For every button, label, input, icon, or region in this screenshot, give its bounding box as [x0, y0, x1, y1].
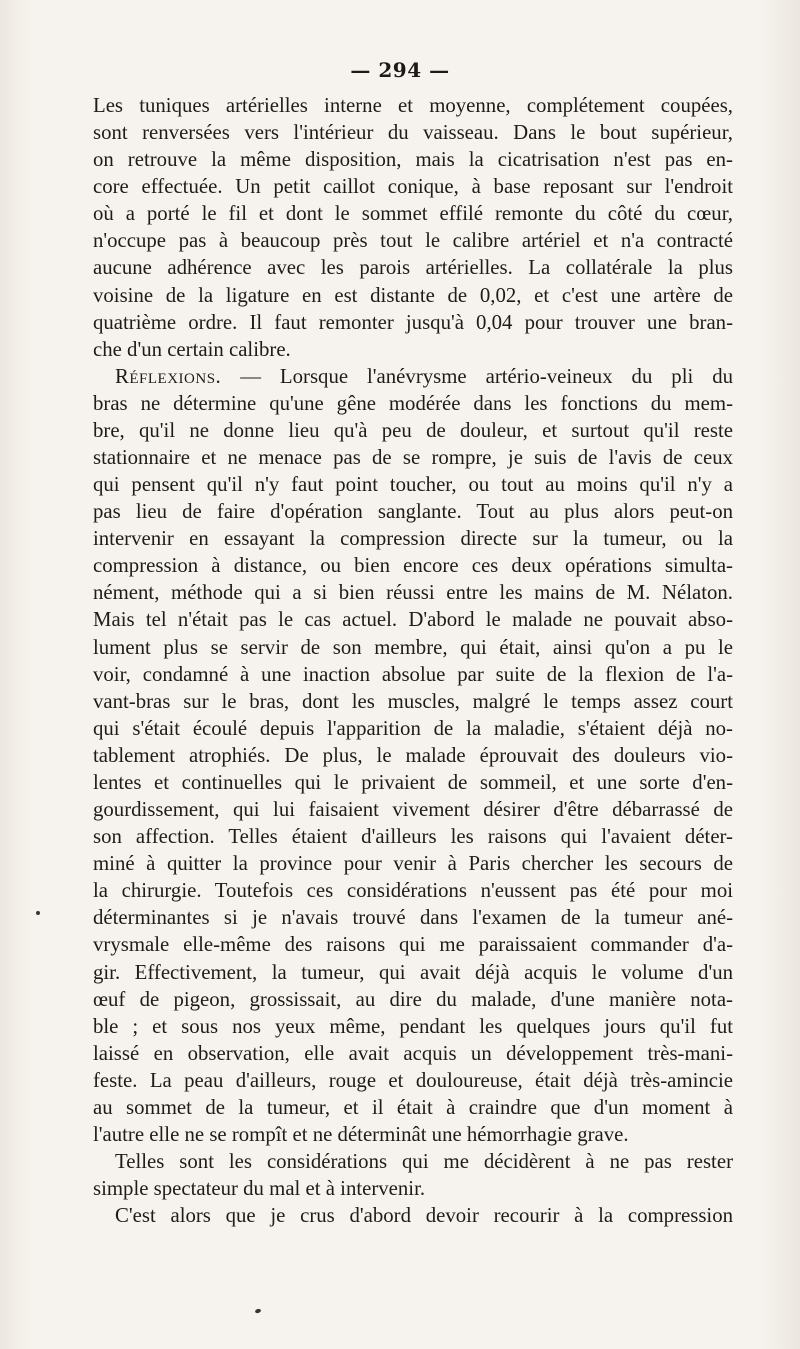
page-number: — 294 — [350, 58, 450, 82]
text-line: vant-bras sur le bras, dont les muscles, malgré le temps assez court [93, 689, 733, 713]
text-line: voir, condamné à une inaction absolue par suite de la flexion de l'a- [93, 662, 733, 686]
text-line: bre, qu'il ne donne lieu qu'à peu de douleur, et surtout qu'il reste [93, 418, 733, 442]
text-line: tablement atrophiés. De plus, le malade éprouvait des douleurs vio- [93, 743, 733, 767]
text-line: nément, méthode qui a si bien réussi entre les mains de M. Nélaton. [93, 581, 733, 605]
text-line: laissé en observation, elle avait acquis un développement très-mani- [93, 1041, 733, 1065]
paragraph-first-line [93, 363, 733, 390]
text-line: l'autre elle ne se rompît et ne déterminât une hémorrhagie grave. [93, 1122, 629, 1146]
paragraph-2 [93, 363, 733, 1148]
text-line: son affection. Telles étaient d'ailleurs les raisons qui l'avaient déter- [93, 825, 733, 849]
text-line: qui pensent qu'il n'y faut point toucher, ou tout au moins qu'il n'y a [93, 473, 733, 497]
text-line: miné à quitter la province pour venir à Paris chercher les secours de [93, 852, 733, 876]
section-heading: Réflexions. [115, 364, 222, 388]
text-line: che d'un certain calibre. [93, 337, 291, 361]
text-line: ble ; et sous nos yeux même, pendant les quelques jours qu'il fut [93, 1014, 733, 1038]
text-line: qui s'était écoulé depuis l'apparition de la maladie, s'étaient déjà no- [93, 716, 733, 740]
body-text [93, 92, 733, 1229]
text-line: lument plus se servir de son membre, qui était, ainsi qu'on a pu le [93, 635, 733, 659]
text-line: où a porté le fil et dont le sommet effilé remonte du côté du cœur, [93, 202, 733, 226]
text-line: Telles sont les considérations qui me décidèrent à ne pas rester [115, 1150, 733, 1174]
text-line: n'occupe pas à beaucoup près tout le calibre artériel et n'a contracté [93, 229, 733, 253]
paragraph-3 [93, 1148, 733, 1202]
paragraph-1 [93, 92, 733, 363]
text-line: déterminantes si je n'avais trouvé dans l'examen de la tumeur ané- [93, 906, 733, 930]
paragraph-4 [93, 1202, 733, 1229]
text-line: œuf de pigeon, grossissait, au dire du malade, d'une manière nota- [93, 987, 733, 1011]
text-line: stationnaire et ne menace pas de se rompre, je suis de l'avis de ceux [93, 446, 733, 470]
text-line: gourdissement, qui lui faisaient vivement désirer d'être débarrassé de [93, 798, 733, 822]
text-line: — Lorsque l'anévrysme artério-veineux du pli du [221, 364, 733, 388]
text-line: core effectuée. Un petit caillot conique, à base reposant sur l'endroit [93, 175, 733, 199]
text-line: feste. La peau d'ailleurs, rouge et douloureuse, était déjà très-amincie [93, 1068, 733, 1092]
text-line: au sommet de la tumeur, et il était à craindre que d'un moment à [93, 1095, 733, 1119]
text-line: gir. Effectivement, la tumeur, qui avait déjà acquis le volume d'un [93, 960, 733, 984]
text-line: on retrouve la même disposition, mais la cicatrisation n'est pas en- [93, 148, 733, 172]
text-line: C'est alors que je crus d'abord devoir recourir à la compression [115, 1204, 733, 1228]
text-line: vrysmale elle-même des raisons qui me paraissaient commander d'a- [93, 933, 733, 957]
text-line: simple spectateur du mal et à intervenir. [93, 1177, 426, 1201]
text-line: la chirurgie. Toutefois ces considérations n'eussent pas été pour moi [93, 879, 733, 903]
text-line: aucune adhérence avec les parois artérielles. La collatérale la plus [93, 256, 733, 280]
text-line: intervenir en essayant la compression directe sur la tumeur, ou la [93, 527, 733, 551]
text-line: lentes et continuelles qui le privaient de sommeil, et une sorte d'en- [93, 770, 733, 794]
text-line: sont renversées vers l'intérieur du vaisseau. Dans le bout supérieur, [93, 121, 733, 145]
text-line: bras ne détermine qu'une gêne modérée dans les fonctions du mem- [93, 391, 733, 415]
text-line: Les tuniques artérielles interne et moyenne, complétement coupées, [93, 94, 733, 117]
text-line: quatrième ordre. Il faut remonter jusqu'à 0,04 pour trouver une bran- [93, 310, 733, 334]
text-line: voisine de la ligature en est distante de 0,02, et c'est une artère de [93, 283, 733, 307]
text-line: compression à distance, ou bien encore ces deux opérations simulta- [93, 554, 733, 578]
text-line: pas lieu de faire d'opération sanglante. Tout au plus alors peut-on [93, 500, 733, 524]
text-line: Mais tel n'était pas le cas actuel. D'abord le malade ne pouvait abso- [93, 608, 733, 632]
paper-speck [254, 1308, 261, 1314]
paper-speck [36, 911, 40, 915]
